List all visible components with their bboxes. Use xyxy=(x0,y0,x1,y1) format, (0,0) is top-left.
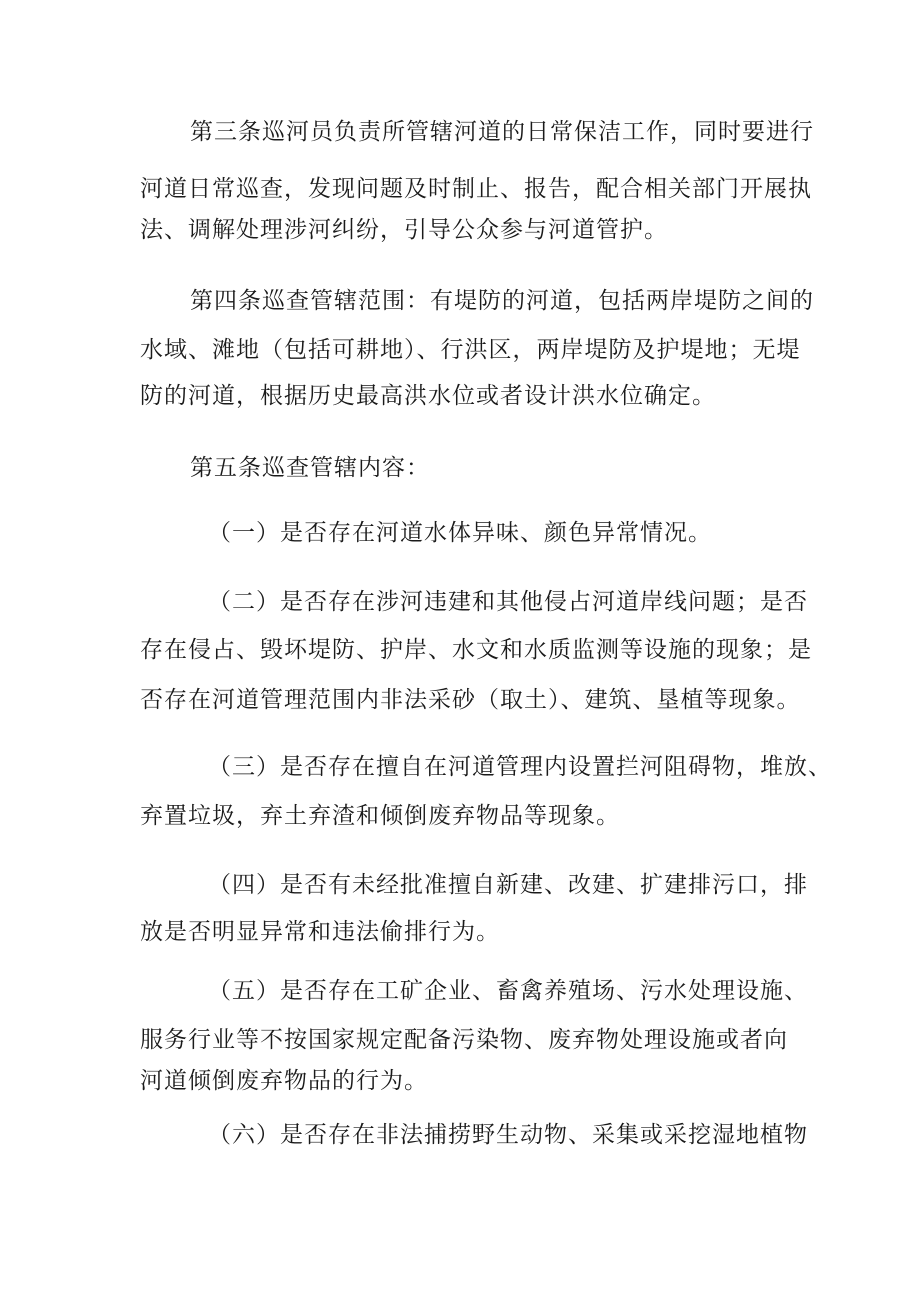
text-line: （一）是否存在河道水体异味、颜色异常情况。 xyxy=(208,520,712,546)
text-line: 河道日常巡查，发现问题及时制止、报告，配合相关部门开展执 xyxy=(140,176,812,202)
text-line: 法、调解处理涉河纠纷，引导公众参与河道管护。 xyxy=(140,217,668,243)
text-line: 防的河道，根据历史最高洪水位或者设计洪水位确定。 xyxy=(140,383,716,409)
text-line: 第三条巡河员负责所管辖河道的日常保洁工作，同时要进行 xyxy=(190,119,814,145)
text-line: 服务行业等不按国家规定配备污染物、废弃物处理设施或者向 xyxy=(140,1027,788,1053)
text-line: 河道倾倒废弃物品的行为。 xyxy=(140,1068,428,1094)
text-line: 水域、滩地（包括可耕地）、行洪区，两岸堤防及护堤地；无堤 xyxy=(140,337,801,363)
text-line: 否存在河道管理范围内非法采砂（取土）、建筑、垦植等现象。 xyxy=(140,687,801,713)
text-line: 第四条巡查管辖范围：有堤防的河道，包括两岸堤防之间的 xyxy=(190,288,814,314)
text-line: 第五条巡查管辖内容： xyxy=(190,455,430,481)
text-line: （六）是否存在非法捕捞野生动物、采集或采挖湿地植物 xyxy=(208,1122,808,1148)
text-line: 放是否明显异常和违法偷排行为。 xyxy=(140,919,500,945)
text-line: （三）是否存在擅自在河道管理内设置拦河阻碍物，堆放、 xyxy=(208,754,832,780)
text-line: （五）是否存在工矿企业、畜禽养殖场、污水处理设施、 xyxy=(208,978,808,1004)
text-line: 弃置垃圾，弃土弃渣和倾倒废弃物品等现象。 xyxy=(140,803,620,829)
text-line: （二）是否存在涉河违建和其他侵占河道岸线问题；是否 xyxy=(208,589,808,615)
text-line: 存在侵占、毁坏堤防、护岸、水文和水质监测等设施的现象；是 xyxy=(140,637,812,663)
text-line: （四）是否有未经批准擅自新建、改建、扩建排污口，排 xyxy=(208,872,808,898)
